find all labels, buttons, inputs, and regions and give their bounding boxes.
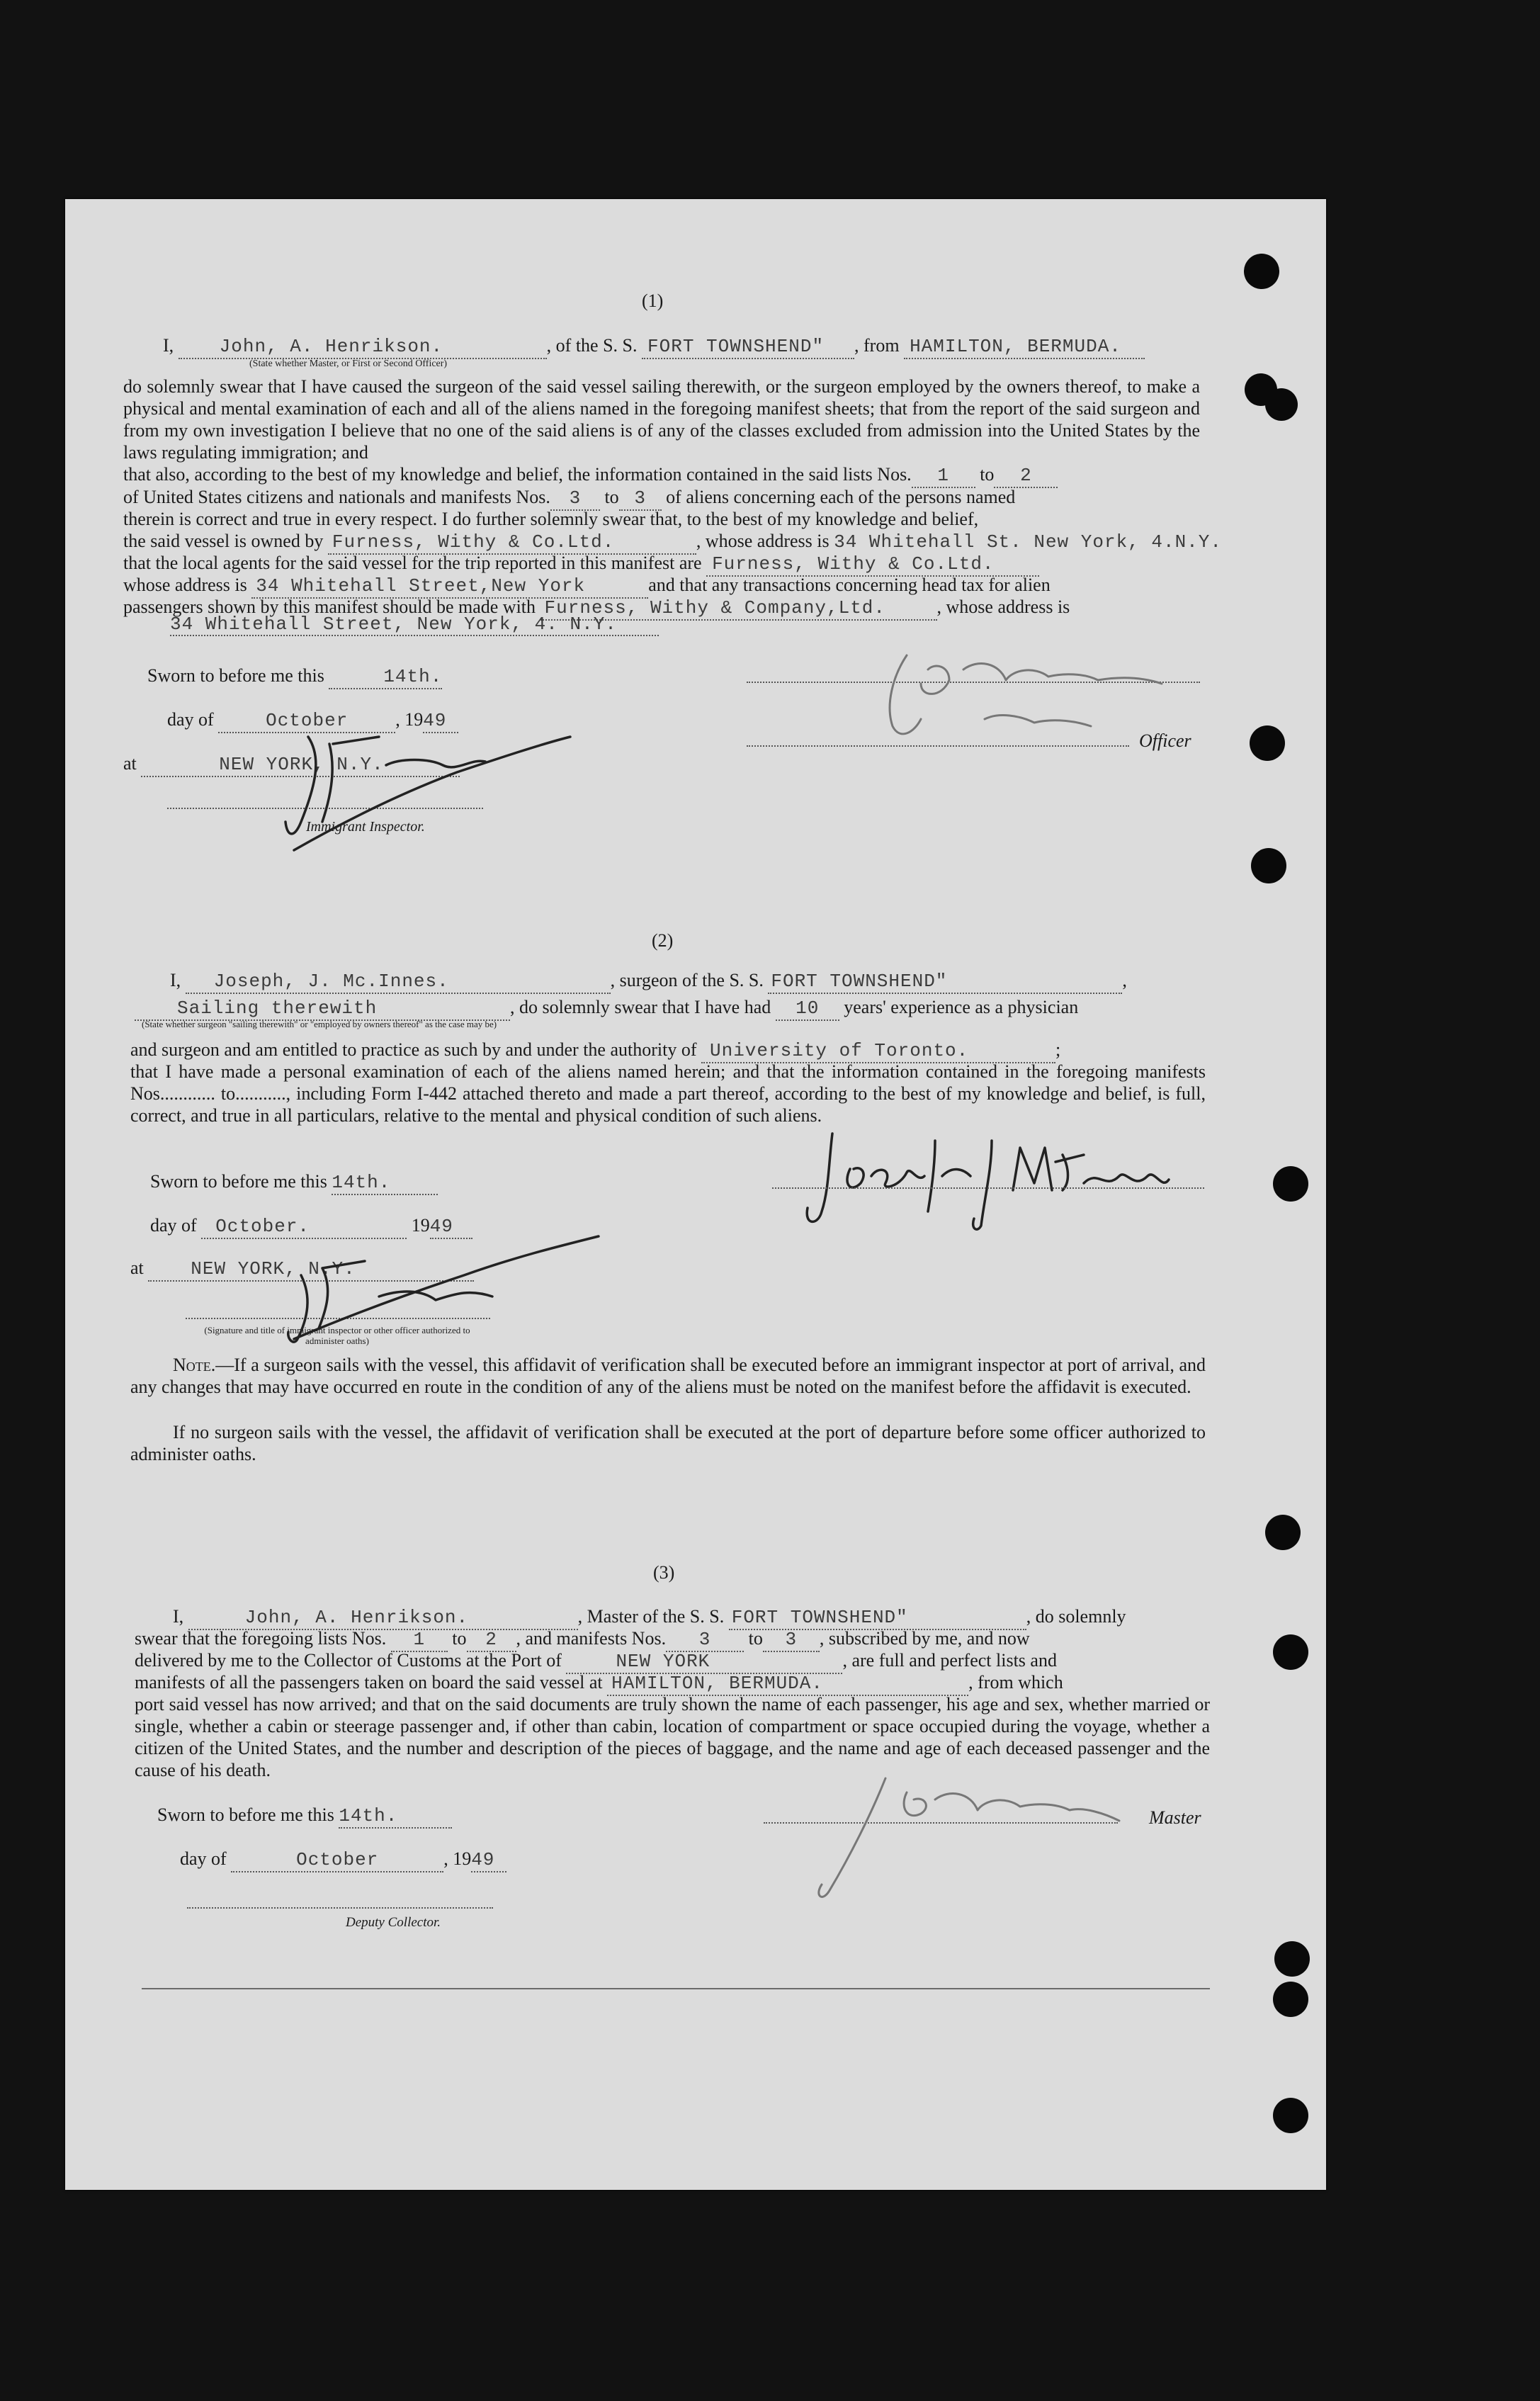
year-prefix: , 19	[443, 1848, 472, 1869]
to-label: to	[748, 1628, 763, 1649]
full-lists-text: , are full and perfect lists and	[842, 1650, 1057, 1671]
whose-address-label: , whose address is	[696, 531, 830, 551]
sworn-place: NEW YORK, N.Y.	[141, 754, 460, 777]
surgeon-signature	[800, 1126, 1183, 1233]
surgeon-name: Joseph, J. Mc.Innes.	[186, 971, 611, 994]
manifests-from: 3	[666, 1629, 744, 1652]
at-label: at	[130, 1258, 144, 1278]
sworn-label: Sworn to before me this	[147, 665, 324, 686]
binder-hole	[1274, 1941, 1310, 1977]
to-label: to	[980, 464, 995, 485]
sworn-place: NEW YORK, N.Y.	[148, 1258, 474, 1282]
rank-note: (State whether Master, or First or Second Officer)	[249, 358, 448, 369]
binder-hole	[1273, 1166, 1308, 1202]
master-of-label: , Master of the S. S.	[577, 1606, 725, 1627]
embark-line	[135, 1671, 1063, 1696]
sworn-line	[157, 1804, 452, 1829]
binder-hole	[1250, 725, 1285, 761]
master-intro	[173, 1605, 1126, 1630]
day-of-label: day of	[180, 1848, 227, 1869]
manifests-text-end: of aliens concerning each of the persons named	[666, 487, 1016, 507]
inspector-label: Immigrant Inspector.	[306, 819, 425, 835]
departure-port: HAMILTON, BERMUDA.	[904, 336, 1145, 359]
manifests-text: manifests of all the passengers taken on board the said vessel at	[135, 1672, 603, 1693]
manifests-to: 3	[763, 1629, 820, 1652]
surgeon-status: Sailing therewith	[135, 998, 510, 1021]
year-prefix: 19	[411, 1215, 430, 1236]
lists-from: 1	[912, 465, 975, 488]
officer-label: Officer	[1139, 730, 1191, 751]
binder-hole	[1273, 1982, 1308, 2017]
agents-address-line	[123, 574, 1051, 599]
at-label: at	[123, 753, 137, 774]
agents-line	[123, 552, 1039, 577]
inspector-signature	[280, 1219, 606, 1346]
licensing-authority: University of Toronto.	[701, 1040, 1055, 1063]
agents-address: 34 Whitehall Street,New York	[251, 575, 648, 599]
surgeon-sign-line	[772, 1187, 1204, 1189]
collector-line	[187, 1907, 493, 1909]
oath-i: I,	[170, 970, 181, 990]
sworn-year: 49	[430, 1216, 472, 1239]
year-prefix: , 19	[395, 709, 424, 730]
surgeon-status-line	[135, 996, 1078, 1021]
headtax-agent: Furness, Withy & Company,Ltd.	[540, 597, 937, 621]
owned-text: the said vessel is owned by	[123, 531, 324, 551]
status-note: (State whether surgeon "sailing therewith" or "employed by owners thereof" as the case may be)	[142, 1019, 497, 1029]
whose-address-label: , whose address is	[936, 597, 1070, 617]
section-number: (3)	[653, 1562, 675, 1583]
oath-intro	[163, 334, 1145, 359]
swear-text: , do solemnly	[1026, 1606, 1126, 1627]
lists-to: 2	[467, 1629, 516, 1652]
oath-i: I,	[173, 1606, 184, 1627]
practice-text: and surgeon and am entitled to practice as such by and under the authority of	[130, 1039, 697, 1060]
master-signature	[808, 1771, 1148, 1906]
binder-hole	[1273, 2098, 1308, 2133]
bottom-rule	[142, 1988, 1210, 1989]
swear-text: , do solemnly swear that I have had	[510, 997, 771, 1017]
manifests-label: , and manifests Nos.	[516, 1628, 667, 1649]
lists-from: 1	[391, 1629, 448, 1652]
headtax-text: and that any transactions concerning head tax for alien	[648, 575, 1051, 595]
from-which-text: , from which	[968, 1672, 1063, 1693]
manifests-to: 3	[619, 487, 662, 511]
sworn-month: October	[218, 710, 395, 733]
master-signature	[878, 641, 1204, 755]
manifests-from: 3	[550, 487, 600, 511]
lists-line	[135, 1627, 1030, 1652]
practice-line: and surgeon and am entitled to practice as such by and under the authority of University of Toronto. ;	[130, 1039, 1060, 1063]
delivered-text: delivered by me to the Collector of Customs at the Port of	[135, 1650, 562, 1671]
master-label: Master	[1149, 1807, 1201, 1828]
collector-label: Deputy Collector.	[346, 1915, 441, 1930]
oath-paragraph: do solemnly swear that I have caused the surgeon of the said vessel sailing therewith, or the surgeon employed by the owners thereof, to make a physical and mental examination of each and all of the aliens named in the foregoing manifest sheets; that from the report of the said surgeon and from my own investigation I believe that no one of the said aliens is of any of the classes excluded from admission into the United States by the laws regulating immigration; and	[123, 376, 1200, 463]
binder-hole	[1273, 1634, 1308, 1670]
lists-text: swear that the foregoing lists Nos.	[135, 1628, 387, 1649]
note-paragraph	[130, 1354, 1206, 1398]
note-heading: Note.	[173, 1355, 216, 1375]
vessel-name: FORT TOWNSHEND"	[729, 1607, 1026, 1630]
sworn-line	[150, 1170, 438, 1195]
sworn-year: 49	[423, 710, 458, 733]
lists-line	[123, 463, 1058, 488]
surgeon-of-label: , surgeon of the S. S.	[610, 970, 764, 990]
vessel-name: FORT TOWNSHEND"	[642, 336, 854, 359]
local-agents: Furness, Withy & Co.Ltd.	[706, 553, 1039, 577]
passengers-text: passengers shown by this manifest should be made with	[123, 597, 536, 617]
binder-hole	[1244, 254, 1279, 289]
sworn-line	[147, 665, 442, 689]
agents-text: that the local agents for the said vessel for the trip reported in this manifest are	[123, 553, 702, 573]
sworn-month: October	[231, 1849, 443, 1872]
subscribed-text: , subscribed by me, and now	[819, 1628, 1030, 1649]
manifests-line	[123, 486, 1015, 511]
binder-hole	[1265, 1515, 1301, 1550]
to-label: to	[604, 487, 619, 507]
binder-hole	[1251, 848, 1286, 883]
inspector-signature	[280, 716, 577, 857]
day-of-label: day of	[150, 1215, 197, 1236]
years-experience: 10	[776, 998, 839, 1021]
sworn-year: 49	[471, 1849, 506, 1872]
master-name: John, A. Henrikson.	[188, 1607, 578, 1630]
master-paragraph: port said vessel has now arrived; and that on the said documents are truly shown the name of each passenger, his age and sex, whether married or single, whether a cabin or steerage passenger and, if other than cabin, location of compartment or space occupied during the voyage, whether a citizen of the United States, and the number and description of the pieces of baggage, and the name and age of each deceased passenger and the cause of his death.	[135, 1694, 1210, 1780]
lists-to: 2	[994, 465, 1058, 488]
therein-line: therein is correct and true in every respect. I do further solemnly swear that, to the best of my knowledge and belief,	[123, 509, 979, 529]
lists-text: that also, according to the best of my knowledge and belief, the information contained in the said lists Nos.	[123, 464, 912, 485]
vessel-name: FORT TOWNSHEND"	[768, 971, 1122, 994]
note-paragraph-2: If no surgeon sails with the vessel, the affidavit of verification shall be executed at the port of departure before some officer authorized to administer oaths.	[130, 1422, 1206, 1464]
sworn-day: 14th.	[339, 1805, 452, 1829]
headtax-agent-address: 34 Whitehall Street, New York, 4. N.Y.	[170, 614, 659, 636]
of-the-label: , of the S. S.	[546, 335, 638, 356]
surgeon-intro: I, Joseph, J. Mc.Innes. , surgeon of the S. S. FORT TOWNSHEND" ,	[170, 969, 1127, 994]
day-of-label: day of	[167, 709, 214, 730]
sworn-day: 14th.	[332, 1172, 438, 1195]
whose-label: whose address is	[123, 575, 247, 595]
binder-hole	[1265, 388, 1298, 421]
sworn-day: 14th.	[329, 666, 442, 689]
to-label: to	[452, 1628, 467, 1649]
from-label: , from	[854, 335, 900, 356]
arrival-port: NEW YORK	[566, 1651, 842, 1674]
manifests-text: of United States citizens and nationals and manifests Nos.	[123, 487, 550, 507]
sworn-month: October.	[201, 1216, 407, 1239]
delivered-line	[135, 1649, 1057, 1674]
owner-line	[123, 530, 1222, 555]
section-number: (1)	[642, 290, 664, 311]
sworn-label: Sworn to before me this	[157, 1804, 334, 1825]
years-text: years' experience as a physician	[844, 997, 1079, 1017]
owner-name: Furness, Withy & Co.Ltd.	[328, 531, 696, 555]
date-line	[180, 1848, 506, 1872]
note-text: —If a surgeon sails with the vessel, this affidavit of verification shall be executed before an immigrant inspector at port of arrival, and any changes that may have occurred en route in the condition of any of the aliens must be noted on the manifest before the affidavit is executed.	[130, 1355, 1206, 1397]
embarkation-port: HAMILTON, BERMUDA.	[607, 1673, 968, 1696]
officer-name: John, A. Henrikson.	[179, 336, 547, 359]
section-number: (2)	[652, 930, 674, 951]
surgeon-paragraph: that I have made a personal examination of each of the aliens named herein; and that the information contained in the foregoing manifests Nos............ to..........., including Form I-442 attached thereto and made a part thereof, according to the best of my knowledge and belief, is full, correct, and true in all particulars, relative to the mental and physical condition of such aliens.	[130, 1061, 1206, 1126]
signature-note: (Signature and title of immigrant inspector or other officer authorized to administer oaths)	[204, 1325, 470, 1346]
oath-i: I,	[163, 335, 174, 356]
sworn-label: Sworn to before me this	[150, 1171, 327, 1192]
owner-address: 34 Whitehall St. New York, 4.N.Y.	[834, 531, 1222, 553]
